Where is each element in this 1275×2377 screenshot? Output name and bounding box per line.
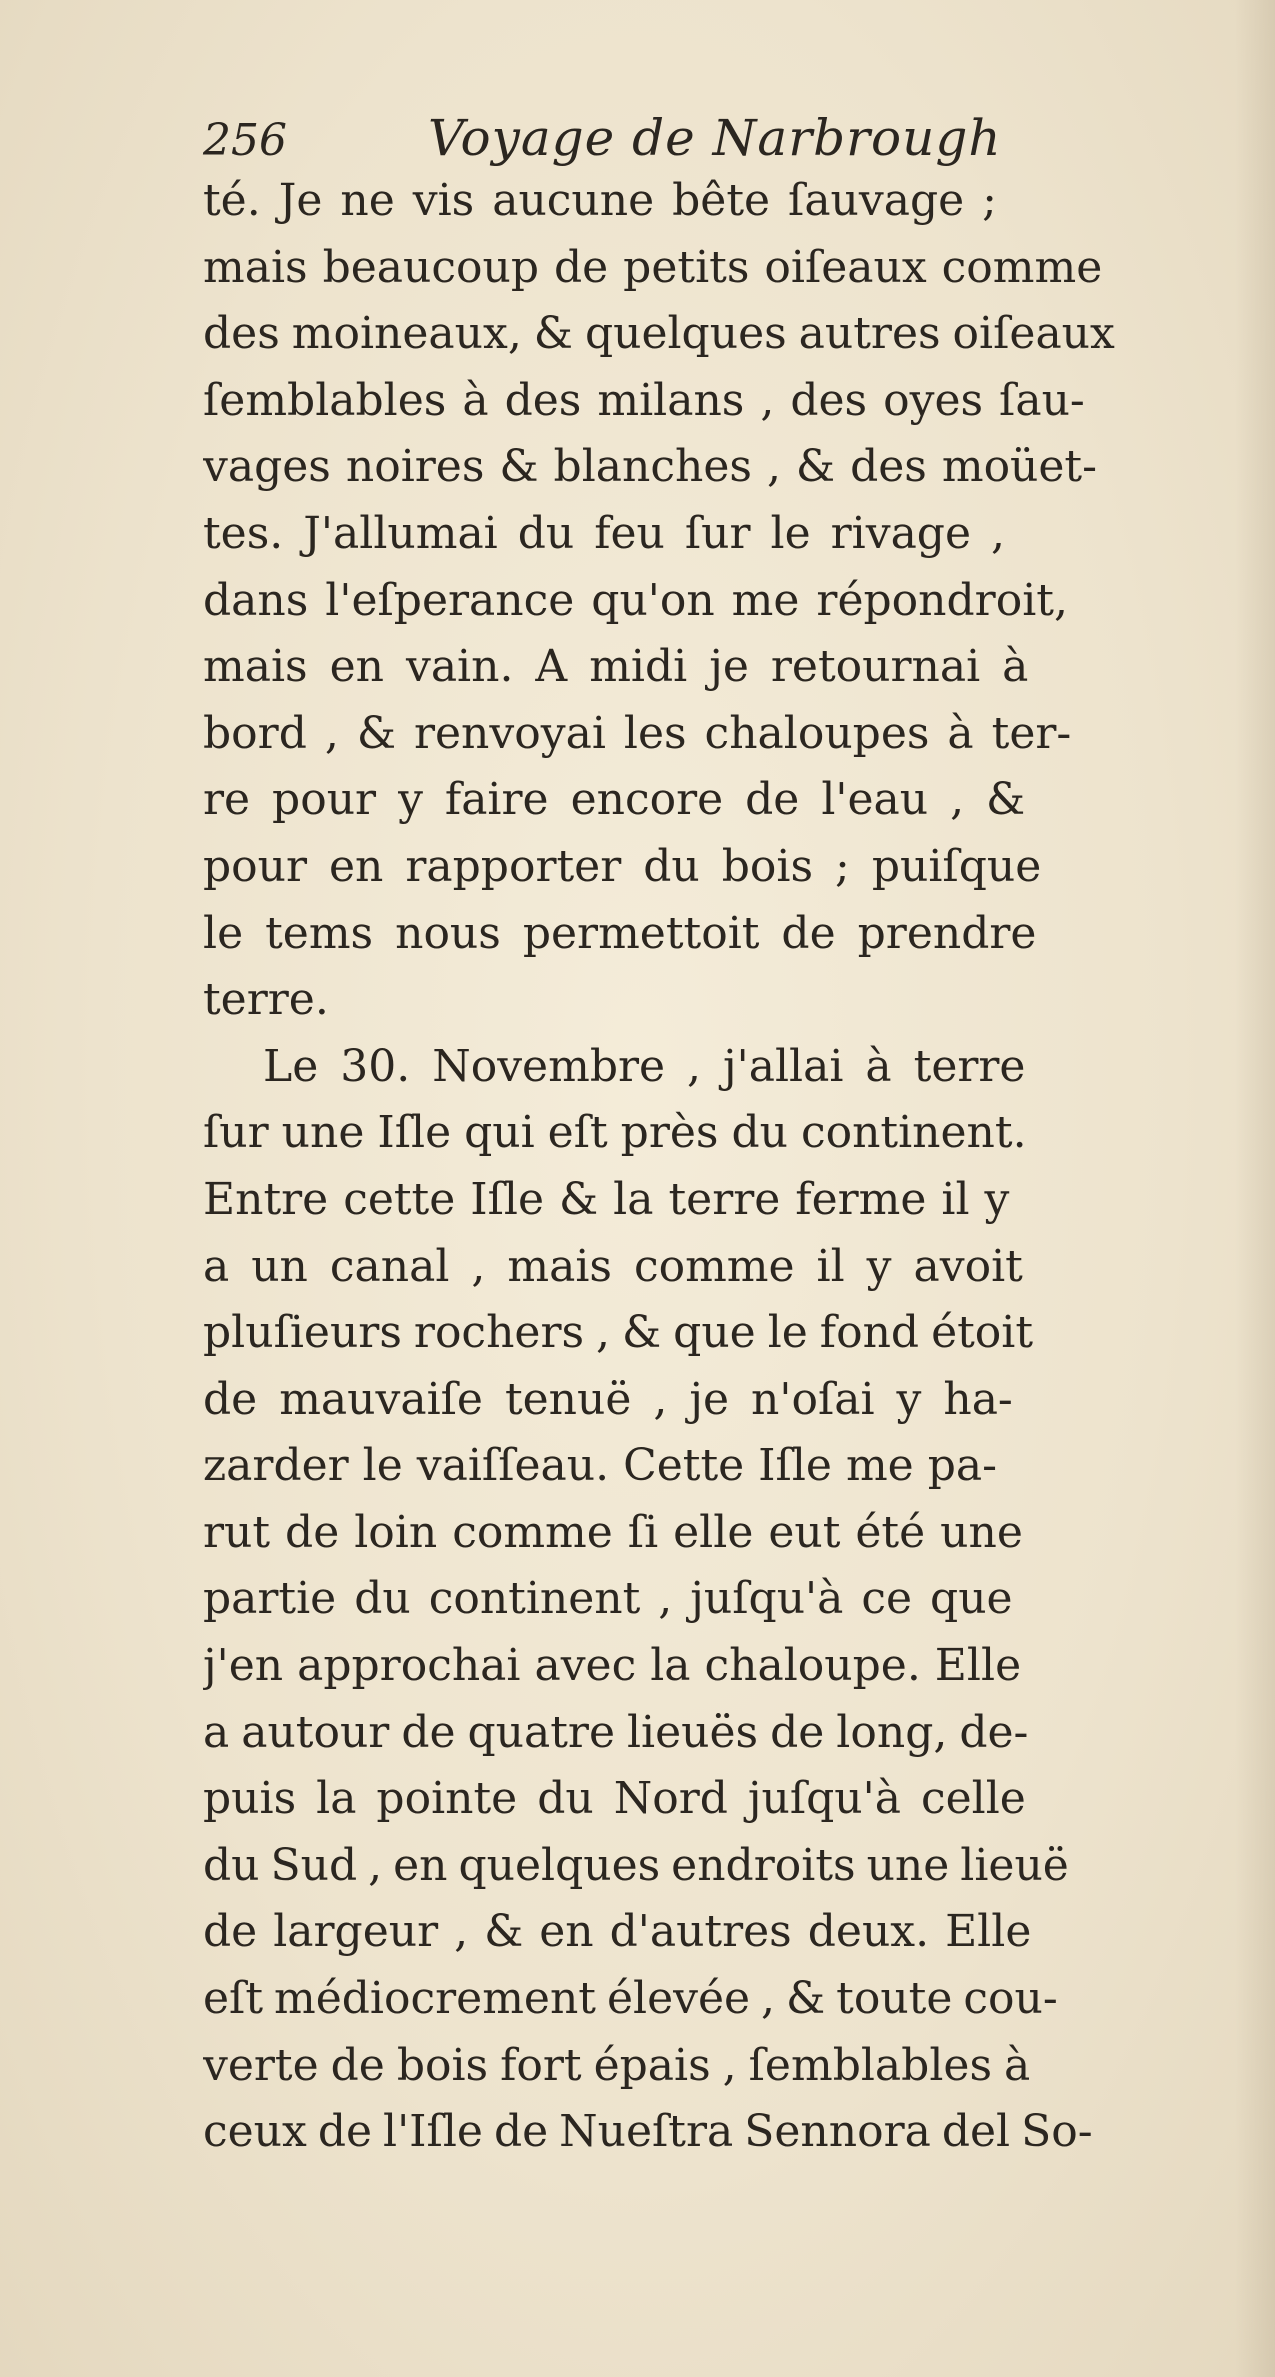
running-head — [203, 95, 1103, 175]
text-line: eſt médiocrement élevée , & toute cou- — [203, 1973, 1058, 2025]
text-line: pluſieurs rochers , & que le fond étoit — [203, 1307, 1034, 1359]
text-line: rut de loin comme ſi elle eut été une — [203, 1506, 1023, 1558]
page-number: 256 — [203, 115, 287, 166]
running-title: Voyage de Narbrough — [428, 109, 1002, 167]
text-line: du Sud , en quelques endroits une lieuë — [203, 1839, 1069, 1891]
text-line: ſemblables à des milans , des oyes ſau- — [203, 374, 1085, 426]
text-line: de largeur , & en d'autres deux. Elle — [203, 1906, 1032, 1958]
text-line: a un canal , mais comme il y avoit — [203, 1240, 1023, 1292]
text-line: bord , & renvoyai les chaloupes à ter- — [203, 707, 1072, 759]
text-line: ſur une Iſle qui eſt près du continent. — [203, 1107, 1027, 1159]
text-line: a autour de quatre lieuës de long, de- — [203, 1706, 1029, 1758]
text-line: mais en vain. A midi je retournai à — [203, 641, 1029, 693]
text-line: té. Je ne vis aucune bête ſauvage ; — [203, 175, 998, 226]
text-line: partie du continent , juſqu'à ce que — [203, 1573, 1013, 1625]
text-line: Entre cette Iſle & la terre ferme il y — [203, 1173, 1010, 1225]
text-line: zarder le vaiſſeau. Cette Iſle me pa- — [203, 1440, 997, 1492]
text-line: vages noires & blanches , & des moüet- — [203, 441, 1097, 493]
text-line: de mauvaiſe tenuë , je n'oſai y ha- — [203, 1373, 1013, 1425]
text-line: des moineaux, & quelques autres oiſeaux — [203, 308, 1115, 360]
text-line: dans l'eſperance qu'on me répondroit, — [203, 574, 1068, 626]
text-line: mais beaucoup de petits oiſeaux comme — [203, 241, 1103, 293]
text-line: verte de bois fort épais , ſemblables à — [203, 2039, 1031, 2091]
text-line: terre. — [203, 974, 329, 1026]
text-line: j'en approchai avec la chaloupe. Elle — [203, 1640, 1022, 1692]
text-line: pour en rapporter du bois ; puiſque — [203, 840, 1042, 892]
text-line: re pour y faire encore de l'eau , & — [203, 774, 1026, 826]
text-line: puis la pointe du Nord juſqu'à celle — [203, 1773, 1026, 1825]
text-line: le tems nous permettoit de prendre — [203, 907, 1037, 959]
body-text — [203, 168, 1223, 2166]
text-line: ceux de l'Iſle de Nueſtra Sennora del So- — [203, 2106, 1093, 2158]
page-edge-shadow — [1235, 0, 1275, 2377]
text-line: tes. J'allumai du feu ſur le rivage , — [203, 507, 1005, 559]
text-line: Le 30. Novembre , j'allai à terre — [263, 1040, 1026, 1092]
